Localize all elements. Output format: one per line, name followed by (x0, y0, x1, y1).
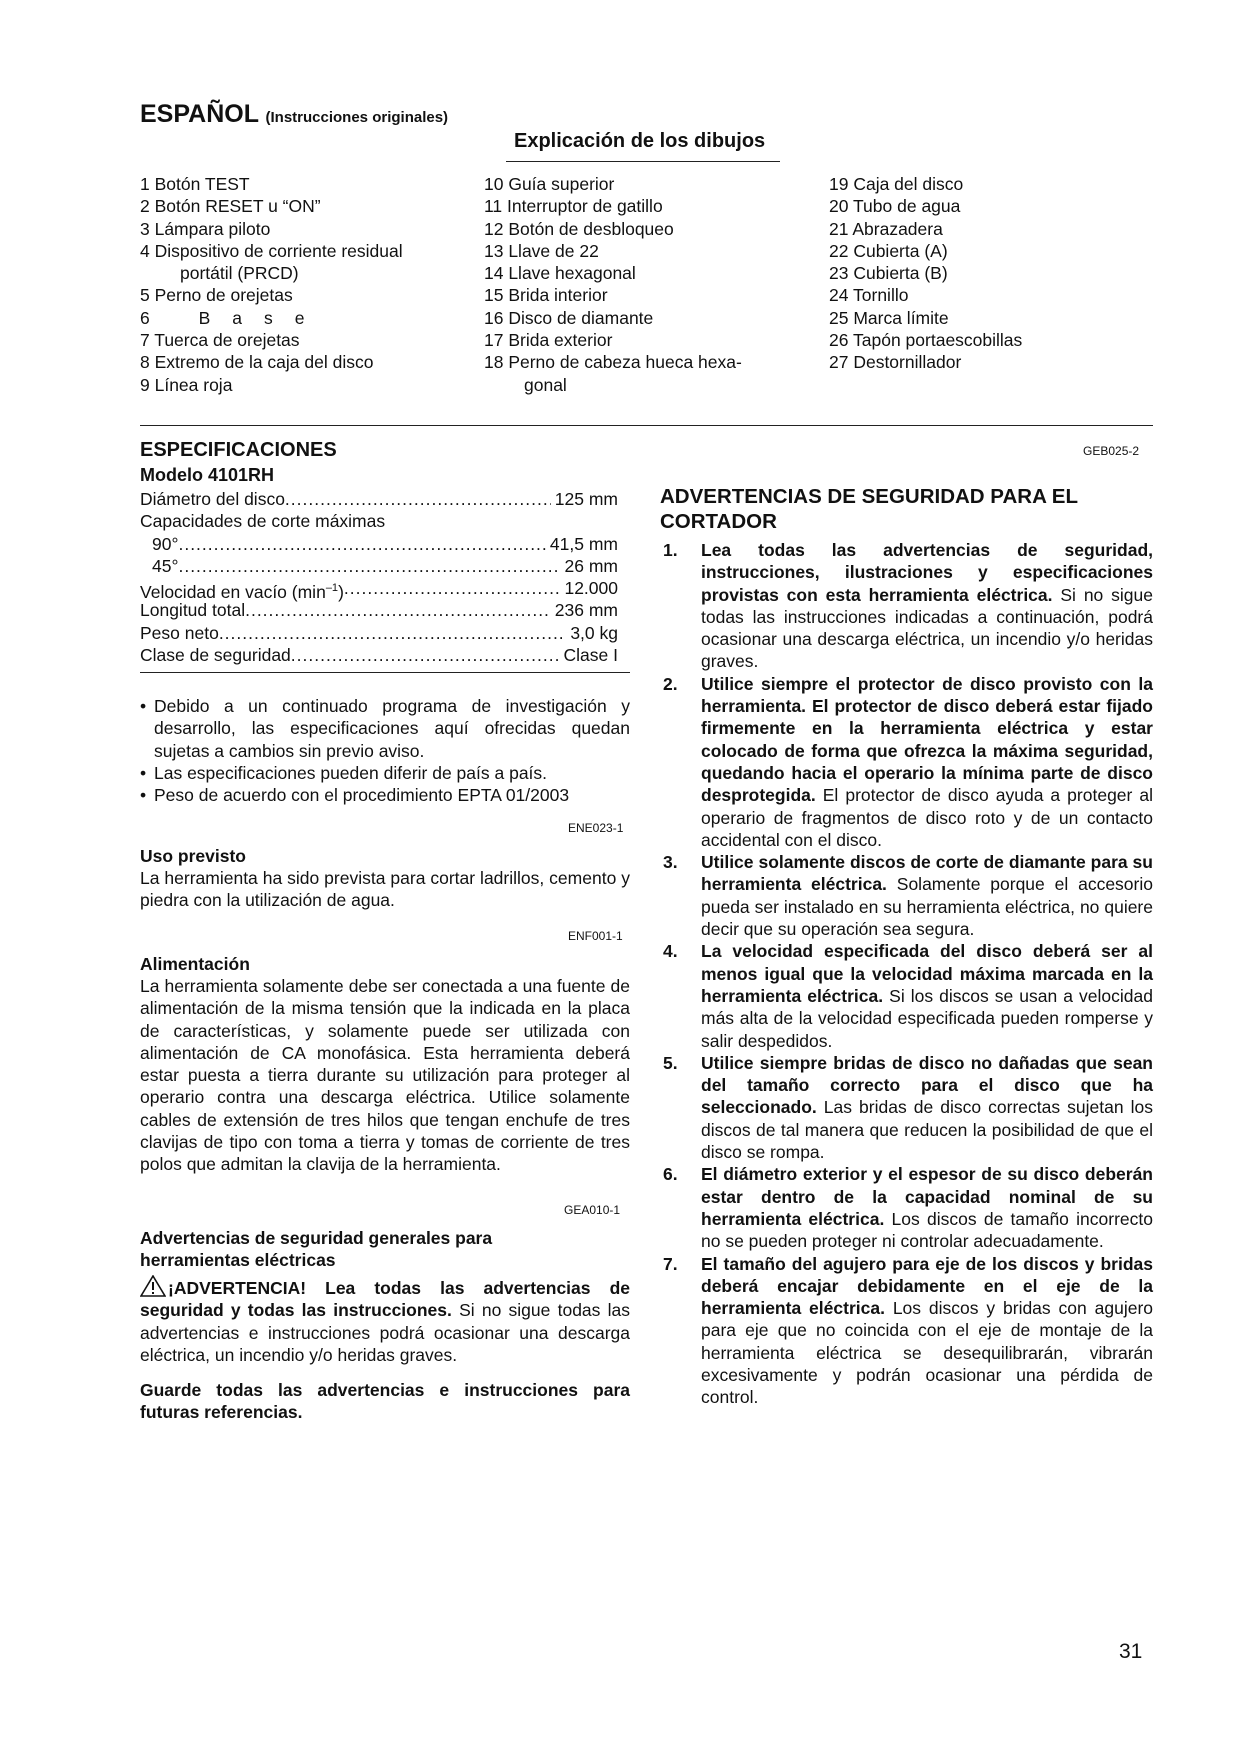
legend-item: 9 Línea roja (140, 374, 233, 395)
intended-use-text: La herramienta ha sido prevista para cortar ladrillos, cemento y piedra con la utilización de agua. (140, 868, 630, 911)
cutter-warning-item (663, 1052, 1153, 1163)
legend-item: 12 Botón de desbloqueo (484, 218, 674, 239)
spec-label (140, 555, 178, 577)
cutter-warning-item (663, 1163, 1153, 1252)
spec-value: 3,0 kg (570, 622, 618, 643)
spec-label (140, 622, 219, 644)
spec-row (140, 533, 618, 555)
general-warning-text: Si no sigue todas las advertencias e instrucciones podrá ocasionar una descarga eléctrica, un incendio y/o heridas graves. (140, 1300, 630, 1365)
item-bold-text: Utilice siempre el protector de disco provisto con la herramienta. El protector de disco deberá estar fijado firmemente en la herramienta eléctrica y estar colocado de forma que ofrezca la máxima seguridad, quedando hacia el operario la mínima parte de disco desprotegida. (701, 673, 1153, 806)
legend-item: 14 Llave hexagonal (484, 263, 636, 284)
legend-item: portátil (PRCD) (180, 263, 299, 284)
legend-column-1 (140, 173, 403, 396)
legend-item: 8 Extremo de la caja del disco (140, 352, 374, 373)
legend-item: 5 Perno de orejetas (140, 285, 293, 306)
spec-leader-dots (219, 622, 567, 644)
page-number: 31 (1119, 1640, 1143, 1663)
spec-label-text: 90° (152, 533, 179, 554)
cutter-warning-item (663, 851, 1153, 940)
item-bold-text: El tamaño del agujero para eje de los discos y bridas deberá encajar debidamente en el eje de la herramienta eléctrica. (701, 1253, 1153, 1319)
legend-item: 20 Tubo de agua (829, 196, 961, 217)
general-warning-bold: ¡ADVERTENCIA! Lea todas las advertencias de seguridad y todas las instrucciones. (140, 1278, 630, 1321)
legend-item: 18 Perno de cabeza hueca hexa- (484, 352, 742, 373)
spec-label (140, 644, 291, 666)
model-label: Modelo 4101RH (140, 465, 275, 485)
legend-item: 16 Disco de diamante (484, 307, 654, 328)
legend-item: 13 Llave de 22 (484, 240, 599, 261)
item-number: 3. (663, 852, 678, 873)
legend-item: 25 Marca límite (829, 307, 949, 328)
power-code: ENF001-1 (568, 929, 623, 943)
legend-item: 21 Abrazadera (829, 218, 943, 239)
spec-label (140, 533, 178, 555)
spec-label-text: 45° (152, 555, 179, 576)
legend-item: 3 Lámpara piloto (140, 218, 271, 239)
intended-use-title: Uso previsto (140, 846, 246, 866)
spec-label-text: Longitud total (140, 600, 246, 621)
keep-instructions: Guarde todas las advertencias e instrucciones para futuras referencias. (140, 1380, 630, 1423)
spec-label (140, 510, 385, 532)
spec-leader-dots (178, 555, 560, 577)
drawings-title-underline (506, 161, 780, 162)
spec-value: 12.000 (564, 578, 618, 599)
spec-row (140, 510, 618, 532)
spec-row (140, 555, 618, 577)
spec-value: 41,5 mm (549, 533, 618, 554)
spec-label (140, 577, 344, 603)
item-number: 7. (663, 1253, 678, 1274)
spec-leader-dots (344, 577, 561, 599)
spec-label-text: Velocidad en vacío (min (140, 582, 326, 603)
item-number: 2. (663, 673, 678, 694)
general-warnings-code: GEA010-1 (564, 1203, 621, 1217)
spec-leader-dots (285, 488, 551, 510)
section-divider (140, 425, 1153, 426)
general-warnings-title: Advertencias de seguridad generales para herramientas eléctricas (140, 1228, 493, 1271)
spec-label (140, 488, 285, 510)
item-bold-text: El diámetro exterior y el espesor de su disco deberán estar dentro de la capacidad nominal de su herramienta eléctrica. (701, 1164, 1153, 1229)
spec-row (140, 622, 618, 644)
cutter-warning-item (663, 1253, 1153, 1409)
spec-label-text: Clase de seguridad (140, 645, 291, 666)
item-number: 1. (663, 540, 678, 560)
language-note: (Instrucciones originales) (265, 109, 449, 126)
item-bold-text: Utilice siempre bridas de disco no dañadas que sean del tamaño correcto para el disco que ha seleccionado. (701, 1052, 1153, 1118)
legend-item: 19 Caja del disco (829, 174, 964, 194)
legend-column-3 (829, 173, 1022, 374)
legend-item: 15 Brida interior (484, 285, 608, 306)
legend-item: 26 Tapón portaescobillas (829, 330, 1023, 351)
legend-item: 2 Botón RESET u “ON” (140, 196, 321, 217)
spec-note: • Las especificaciones pueden diferir de país a país. (140, 762, 630, 784)
intended-use-code: ENE023-1 (568, 821, 624, 835)
item-text: Los discos de tamaño incorrecto no se pueden proteger ni controlar adecuadamente. (701, 1208, 1153, 1252)
spec-label (140, 599, 245, 621)
cutter-warnings-title: ADVERTENCIAS DE SEGURIDAD PARA EL CORTADOR (660, 485, 1078, 533)
spec-divider (140, 672, 630, 673)
spec-row (140, 488, 618, 510)
item-text: Si los discos se usan a velocidad más alta de la velocidad especificada pueden romperse y salir despedidos. (701, 985, 1153, 1051)
specs-title: ESPECIFICACIONES (140, 439, 337, 461)
legend-item: 27 Destornillador (829, 352, 962, 373)
legend-item: gonal (524, 374, 567, 395)
item-text: Si no sigue todas las instrucciones indicadas a continuación, podrá ocasionar una descarga eléctrica, un incendio y/o heridas graves. (701, 584, 1153, 672)
legend-item: 1 Botón TEST (140, 174, 250, 194)
item-number: 5. (663, 1052, 678, 1073)
cutter-warning-item (663, 673, 1153, 851)
legend-column-2 (484, 173, 742, 396)
language-heading: ESPAÑOL (Instrucciones originales) (140, 100, 449, 128)
spec-value: 26 mm (564, 555, 618, 576)
warning-triangle-icon (140, 1275, 166, 1297)
legend-item: 23 Cubierta (B) (829, 263, 948, 284)
spec-row (140, 644, 618, 666)
spec-value: 236 mm (554, 600, 618, 621)
spec-label-text: Peso neto (140, 622, 219, 643)
legend-item: 4 Dispositivo de corriente residual (140, 240, 403, 261)
item-bold-text: Utilice solamente discos de corte de diamante para su herramienta eléctrica. (701, 852, 1153, 895)
item-number: 4. (663, 941, 678, 962)
spec-leader-dots (291, 644, 560, 666)
item-text: Las bridas de disco correctas sujetan los discos de tal manera que reducen la posibilidad de que el disco se rompa. (701, 1097, 1153, 1163)
legend-item: 6 Base (140, 307, 327, 328)
power-text: La herramienta solamente debe ser conectada a una fuente de alimentación de la misma tensión que la indicada en la placa de características, y solamente puede ser utilizada con alimentación de CA monofásica. Esta herramienta deberá estar puesta a tierra durante su utilización para proteger al operario contra una descarga eléctrica. Utilice solamente cables de extensión de tres hilos que tengan enchufe de tres clavijas de tipo con toma a tierra y tomas de corriente de tres polos que admitan la clavija de la herramienta. (140, 976, 630, 1175)
legend-item: 10 Guía superior (484, 174, 615, 194)
specs-code: GEB025-2 (1083, 444, 1140, 458)
cutter-warnings-list (663, 539, 1153, 1409)
spec-label-end: ) (338, 582, 344, 603)
item-bold-text: La velocidad especificada del disco deberá ser al menos igual que la velocidad máxima marcada en la herramienta eléctrica. (701, 941, 1153, 1006)
spec-row (140, 577, 618, 603)
spec-label-text: Capacidades de corte máximas (140, 511, 386, 532)
legend-item: 11 Interruptor de gatillo (484, 196, 663, 217)
spec-notes (140, 695, 630, 806)
legend-item: 7 Tuerca de orejetas (140, 330, 300, 351)
drawings-title: Explicación de los dibujos (514, 130, 766, 152)
cutter-warning-item (663, 539, 1153, 673)
general-warning-paragraph (140, 1275, 630, 1366)
cutter-warning-item (663, 940, 1153, 1051)
spec-note: • Debido a un continuado programa de investigación y desarrollo, las especificaciones aquí ofrecidas quedan sujetas a cambios sin previo aviso. (140, 695, 630, 762)
legend-item: 22 Cubierta (A) (829, 240, 948, 261)
item-text: El protector de disco ayuda a proteger al operario de fragmentos de disco roto y de un contacto accidental con el disco. (701, 785, 1153, 850)
spec-row (140, 599, 618, 621)
spec-table (140, 488, 618, 666)
item-text: Solamente porque el accesorio pueda ser instalado en su herramienta eléctrica, no quiere decir que su operación sea segura. (701, 874, 1153, 940)
spec-value: Clase I (563, 645, 618, 666)
legend-item: 24 Tornillo (829, 285, 909, 306)
item-text: Los discos y bridas con agujero para eje que no coincida con el eje de montaje de la herramienta eléctrica se desequilibrarán, vibrarán excesivamente y podrán ocasionar una pérdida de control. (701, 1298, 1154, 1408)
power-title: Alimentación (140, 954, 250, 974)
spec-leader-dots (178, 533, 545, 555)
spec-note: • Peso de acuerdo con el procedimiento EPTA 01/2003 (140, 784, 630, 806)
item-bold-text: Lea todas las advertencias de seguridad, instrucciones, ilustraciones y especificaciones provistas con esta herramienta eléctrica. (701, 540, 1153, 605)
spec-leader-dots (245, 599, 551, 621)
item-number: 6. (663, 1164, 678, 1185)
spec-value: 125 mm (554, 489, 618, 509)
legend-item: 17 Brida exterior (484, 330, 613, 351)
spec-label-text: Diámetro del disco (140, 489, 285, 509)
spec-label-superscript: –1 (325, 582, 339, 595)
